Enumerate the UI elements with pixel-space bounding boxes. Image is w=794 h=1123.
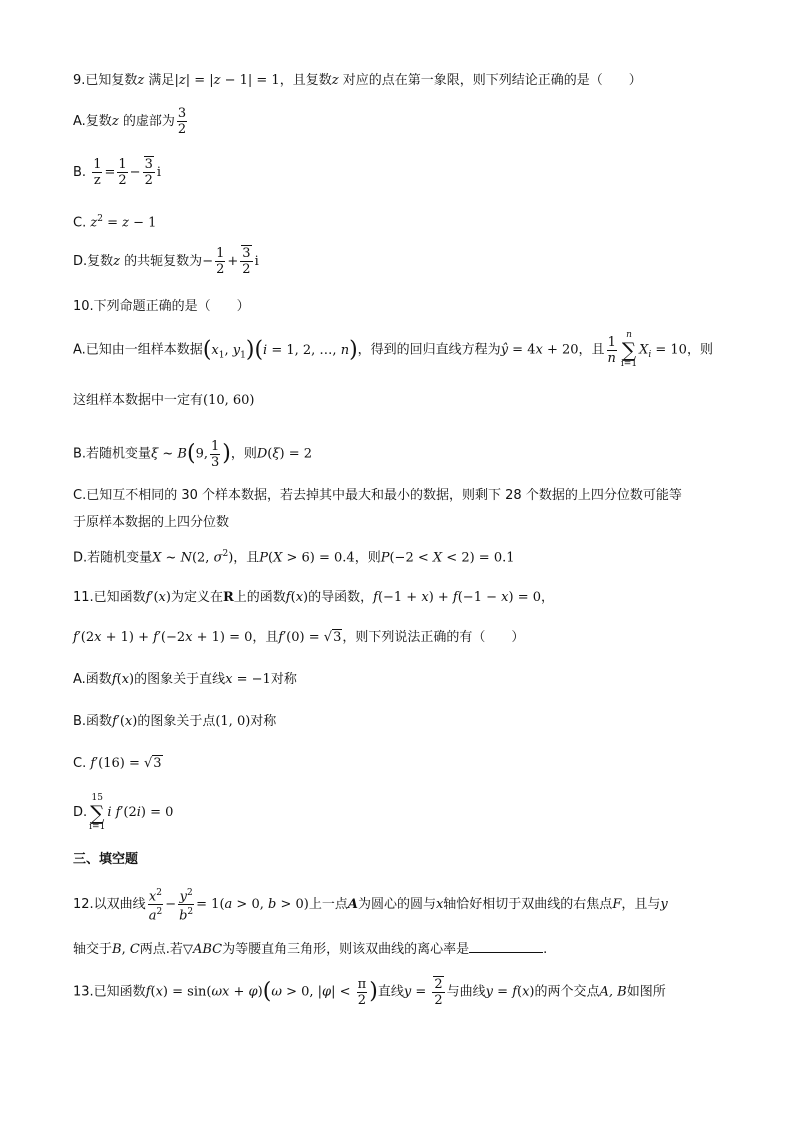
q9-stem: 9.已知复数z 满足|z| = |z − 1| = 1，且复数z 对应的点在第一象限，则下列结论正确的是（ ） (73, 73, 642, 88)
q11-stem-2: f′(2x + 1) + f′(−2x + 1) = 0，且f′(0) = √3，则下列说法正确的有（ ） (73, 630, 525, 645)
section-heading: 三、填空题 (73, 852, 139, 867)
q13-stem-1: 13.已知函数f(x) = sin(ωx + φ)(ω > 0, |φ| < $\frac{\pi}{2}$ )直线y = $\frac{2}{2}$ 与曲线y = f(x)的两个交点A, B如图所 (73, 976, 666, 1008)
q9-number: 9. (73, 73, 86, 88)
q10-option-a: A.已知由一组样本数据($x_1$, $y_1)(i = 1$, 2, …, n)，得到的回归直线方程为ŷ = 4x + 20，且 $\frac{1}{n}$ n ∑ i=1 $X_i = 10$，则 (73, 330, 713, 369)
q12-stem-2: 轴交于B, C两点.若▽ABC为等腰直角三角形，则该双曲线的离心率是 . (73, 942, 548, 957)
q11-option-d: D. 15 ∑ i=1 i f′(2i) = 0 (73, 792, 174, 832)
answer-blank[interactable] (469, 940, 543, 953)
q10-stem: 10.下列命题正确的是（ ） (73, 299, 250, 314)
q9-option-a: A.复数z 的虚部为 $\frac{3}{2}$ (73, 106, 187, 137)
q11-option-a: A.函数f(x)的图象关于直线x = −1对称 (73, 672, 297, 687)
q10-option-a-cont: 这组样本数据中一定有(10, 60) (73, 393, 255, 408)
q12-stem-1: 12.以双曲线 $\frac{x^2}{a^2}$ − $\frac{y^2}{b^2}$ = 1(a > 0, b > 0)上一点A为圆心的圆与x轴恰好相切于双曲线的右焦点F，且与y (73, 887, 668, 924)
q11-option-c: C. f′(16) = √3 (73, 756, 162, 771)
q10-option-b: B.若随机变量ξ ~ B(9, $\frac{1}{3}$ )，则D(ξ) = 2 (73, 438, 313, 470)
q11-stem-1: 11.已知函数f′(x)为定义在R上的函数f(x)的导函数，f(−1 + x) + f(−1 − x) = 0， (73, 590, 554, 605)
fraction: $\frac{3}{2}$ (177, 106, 187, 137)
q11-option-b: B.函数f′(x)的图象关于点(1, 0)对称 (73, 714, 277, 729)
q10-option-d: D.若随机变量X ~ N(2, $\sigma^2$)，且P(X > 6) = 0.4，则P(−2 < X < 2) = 0.1 (73, 549, 515, 566)
q10-option-c: C.已知互不相同的 30 个样本数据，若去掉其中最大和最小的数据，则剩下 28 个数据的上四分位数可能等 (73, 488, 682, 503)
q9-option-d: D.复数z 的共轭复数为− $\frac{1}{2}$ + $\frac{3}{2}$ i (73, 246, 259, 277)
q9-option-b: B. $\frac{1}{z}$ = $\frac{1}{2}$ − $\frac{3}{2}$ i (73, 157, 162, 188)
q9-option-c: C. $z^2 = z - 1$ (73, 214, 157, 231)
q10-option-c-cont: 于原样本数据的上四分位数 (73, 515, 230, 530)
